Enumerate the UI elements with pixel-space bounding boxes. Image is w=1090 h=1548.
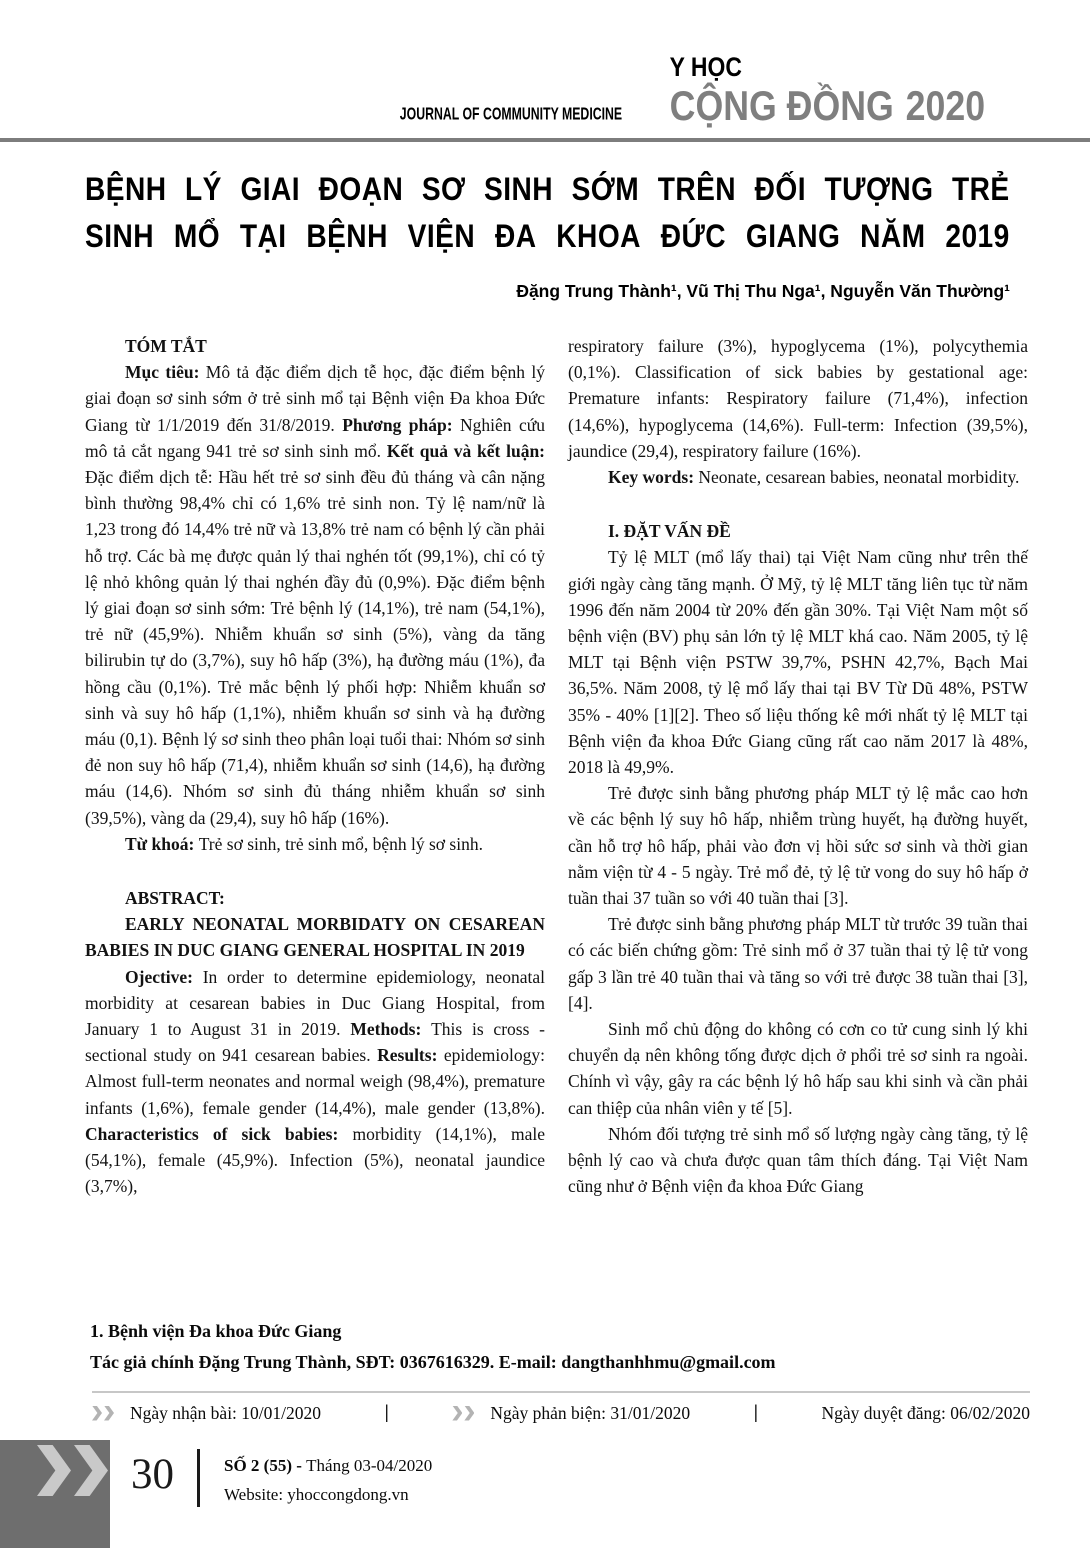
date-label: Ngày nhận bài: 10/01/2020: [130, 1402, 322, 1423]
footnote-contact: Tác giả chính Đặng Trung Thành, SĐT: 0367616329. E-mail: dangthanhhmu@gmail.com: [90, 1352, 776, 1372]
bold-run: Methods:: [350, 1019, 432, 1040]
bold-run: Characteristics of sick babies:: [85, 1123, 353, 1144]
section-heading: [85, 333, 545, 359]
text-run: Đặc điểm dịch tễ: Hầu hết trẻ sơ sinh đều đủ tháng và cân nặng bình thường 98,4% chỉ có 1,6% trẻ sinh non. Tỷ lệ nam/nữ là 1,23 trong đó 14,4% trẻ nữ và 13,8% trẻ nam có bệnh lý cần phải hỗ trợ. Các bà mẹ được quản lý thai nghén tốt (99,1%), chỉ có tỷ lệ nhỏ không quản lý thai nghén đầy đủ (0,9%). Đặc điểm bệnh lý giai đoạn sơ sinh sớm: Trẻ bệnh lý (14,1%), trẻ nam (54,1%), trẻ nữ (45,9%). Nhiễm khuẩn sơ sinh (5%), vàng da tăng bilirubin tự do (3,7%), suy hô hấp (3%), hạ đường máu (1%), đa hồng cầu (0,1%). Trẻ mắc bệnh lý phối hợp: Nhiễm khuẩn sơ sinh và suy hô hấp (1,1%), nhiễm khuẩn sơ sinh và hạ đường máu (0,1). Bệnh lý sơ sinh theo phân loại tuổi thai: Nhóm sơ sinh đẻ non suy hô hấp (71,4), nhiễm khuẩn sơ sinh (14,6), hạ đường máu (14,6). Nhóm sơ sinh đủ tháng nhiễm khuẩn sơ sinh (39,5%), vàng da (29,4), suy hô hấp (16%).: [85, 467, 545, 828]
logo-line2-row: [669, 82, 985, 129]
column-left: [85, 333, 545, 1200]
logo-year: 2020: [905, 82, 985, 129]
section-heading: [85, 885, 545, 911]
text-run: This is cross - sectional study on 941 cesarean babies.: [85, 1019, 545, 1066]
double-chevron-icon: [37, 1445, 108, 1496]
title-word: GIAI: [240, 171, 301, 207]
bold-run: Key words:: [608, 467, 699, 488]
logo-line1: Y HỌC: [669, 52, 742, 82]
date-label: Ngày duyệt đăng: 06/02/2020: [821, 1402, 1030, 1423]
paragraph: [568, 1121, 1028, 1200]
title-word: TRÊN: [657, 171, 737, 207]
journal-logo: [670, 54, 985, 127]
title-word: NĂM: [860, 218, 926, 254]
issue-line: [224, 1451, 432, 1480]
title-word: 2019: [945, 218, 1010, 254]
paragraph: [568, 780, 1028, 911]
bold-run: ABSTRACT:: [125, 888, 225, 909]
column-spacer: [568, 490, 1028, 518]
title-word: SƠ: [421, 171, 466, 207]
paragraph: [85, 831, 545, 857]
paragraph: [568, 911, 1028, 1016]
issue-number: SỐ 2 (55) -: [224, 1456, 307, 1475]
paragraph: [568, 544, 1028, 780]
text-run: In order to determine epidemiology, neonatal morbidity at cesarean babies in Duc Giang Hospital, from January 1 to August 31 in 2019.: [85, 966, 545, 1040]
paragraph: [85, 359, 545, 831]
double-chevron-icon: [452, 1406, 474, 1421]
text-run: Trẻ sơ sinh, trẻ sinh mổ, bệnh lý sơ sinh.: [198, 833, 483, 854]
footnote-affiliation: 1. Bệnh viện Đa khoa Đức Giang: [90, 1321, 342, 1341]
date-item: [821, 1403, 1030, 1424]
title-word: SINH: [85, 218, 154, 254]
text-run: epidemiology: Almost full-term neonates and normal weigh (98,4%), premature infants (1,6%), female gender (14,4%), male gender (13,8%).: [85, 1045, 545, 1118]
text-run: Mô tả đặc điểm dịch tễ học, đặc điểm bệnh lý giai đoạn sơ sinh sớm ở trẻ sinh mổ tại Bệnh viện Đa khoa Đức Giang từ 1/1/2019 đến 31/8/2019.: [85, 362, 545, 435]
chevron-icon: [74, 1445, 108, 1496]
title-word: ĐA: [494, 218, 537, 254]
bold-run: Mục tiêu:: [125, 362, 206, 383]
journal-name-english: JOURNAL OF COMMUNITY MEDICINE: [399, 104, 622, 124]
bold-run: Từ khoá:: [125, 833, 199, 854]
column-spacer: [85, 857, 545, 885]
bold-run: Phương pháp:: [342, 414, 461, 435]
chevron-icon: [37, 1445, 71, 1496]
footer-corner-block: [0, 1440, 110, 1548]
paragraph: [85, 911, 545, 963]
text-run: Nghiên cứu mô tả cắt ngang 941 trẻ sơ sinh sinh mổ.: [85, 414, 545, 461]
date-item: [92, 1403, 321, 1424]
bold-run: Results:: [377, 1045, 444, 1066]
bold-run: I. ĐẶT VẤN ĐỀ: [608, 521, 731, 542]
dates-separator: |: [384, 1402, 389, 1423]
chevron-icon: [104, 1406, 114, 1421]
title-word: TẠI: [239, 218, 287, 254]
section-heading: [568, 518, 1028, 544]
text-run: respiratory failure (3%), hypoglycema (1%), polycythemia (0,1%). Classification of sick babies by gestational age: Premature infants: Respiratory failure (71,4%), infection (14,6%), hypoglycema (14,6%). Full-term: Infection (39,5%), jaundice (29,4), respiratory failure (16%).: [568, 336, 1028, 461]
title-word: TƯỢNG: [824, 171, 934, 207]
body-columns: [85, 333, 1028, 1200]
date-label: Ngày phản biện: 31/01/2020: [490, 1402, 691, 1423]
header-rule: [0, 138, 1090, 142]
author-footnote: [90, 1316, 1030, 1378]
title-word: BỆNH: [306, 218, 388, 254]
bold-run: EARLY NEONATAL MORBIDATY ON CESAREAN BABIES IN DUC GIANG GENERAL HOSPITAL IN 2019: [85, 914, 545, 961]
paragraph: [568, 1016, 1028, 1121]
title-word: SINH: [484, 171, 554, 207]
date-item: [452, 1403, 690, 1424]
double-chevron-icon: [92, 1406, 114, 1421]
dates-separator: |: [753, 1402, 758, 1423]
text-run: Trẻ được sinh bằng phương pháp MLT từ trước 39 tuần thai có các biến chứng gồm: Trẻ sinh mổ ở 37 tuần thai tỷ lệ tử vong gấp 3 lần trẻ 40 tuần thai và tăng so với trẻ được 38 tuần thai [3],[4].: [568, 914, 1028, 1013]
text-run: Trẻ được sinh bằng phương pháp MLT tỷ lệ mắc cao hơn về các bệnh lý suy hô hấp, nhiễm trùng huyết, hạ đường huyết, cần hỗ trợ hô hấp, phải vào đơn vị hồi sức sơ sinh và thời gian nằm viện từ 4 - 5 ngày. Trẻ mổ đẻ, tỷ lệ tử vong do suy hô hấp ở tuần thai 37 tuần so với 40 tuần thai [3].: [568, 783, 1028, 909]
chevron-icon: [452, 1406, 462, 1421]
column-right: [568, 333, 1028, 1200]
text-run: Neonate, cesarean babies, neonatal morbidity.: [698, 467, 1020, 488]
title-word: BỆNH: [85, 171, 167, 207]
bold-run: TÓM TẮT: [125, 336, 207, 356]
page-number: 30: [131, 1451, 174, 1498]
title-word: ĐỐI: [754, 171, 806, 207]
paragraph: [85, 964, 545, 1200]
title-word: ĐỨC: [660, 218, 727, 254]
title-word: KHOA: [556, 218, 641, 254]
bold-run: Ojective:: [125, 966, 203, 987]
title-word: MỔ: [173, 218, 221, 254]
authors-line: Đặng Trung Thành¹, Vũ Thị Thu Nga¹, Nguyễn Văn Thường¹: [516, 281, 1010, 301]
logo-line2: CỘNG ĐỒNG: [669, 82, 894, 129]
website-line: Website: yhoccongdong.vn: [224, 1485, 409, 1504]
title-word: VIỆN: [407, 218, 476, 254]
text-run: Tỷ lệ MLT (mổ lấy thai) tại Việt Nam cũng như trên thế giới ngày càng tăng mạnh. Ở Mỹ, tỷ lệ MLT tăng liên tục từ năm 1996 đến năm 2004 từ 20% đến gần 30%. Tại Việt Nam một số bệnh viện (BV) phụ sản lớn tỷ lệ MLT khá cao. Năm 2005, tỷ lệ MLT tại Bệnh viện PSTW 39,7%, PSHN 42,7%, Bạch Mai 36,5%. Năm 2008, tỷ lệ mổ lấy thai tại BV Từ Dũ 48%, PSTW 35% - 40% [1][2]. Theo số liệu thống kê mới nhất tỷ lệ MLT tại Bệnh viện đa khoa Đức Giang cũng rất cao năm 2017 là 48%, 2018 là 49,9%.: [568, 547, 1028, 778]
title-word: GIANG: [745, 218, 841, 254]
text-run: morbidity (14,1%), male (54,1%), female (45,9%). Infection (5%), neonatal jaundice (3,7%),: [85, 1123, 545, 1197]
chevron-icon: [464, 1406, 474, 1421]
paragraph: [568, 464, 1028, 490]
title-word: SỚM: [571, 171, 640, 207]
article-title: [85, 166, 1090, 260]
title-word: LÝ: [185, 171, 222, 207]
bold-run: Kết quả và kết luận:: [386, 440, 545, 461]
issue-month: Tháng 03-04/2020: [306, 1456, 433, 1475]
footer-divider: [197, 1449, 200, 1507]
dates-rule: [92, 1391, 1030, 1393]
article-title-line2: [85, 213, 1010, 260]
paragraph: [568, 333, 1028, 464]
title-word: ĐOẠN: [318, 171, 404, 207]
title-word: TRẺ: [952, 171, 1010, 207]
text-run: Nhóm đối tượng trẻ sinh mổ số lượng ngày càng tăng, tỷ lệ bệnh lý cao và chưa được quan tâm thích đáng. Tại Việt Nam cũng như ở Bệnh viện đa khoa Đức Giang: [568, 1123, 1028, 1197]
issue-info: [224, 1451, 432, 1509]
chevron-icon: [92, 1406, 102, 1421]
article-title-line1: [85, 166, 1010, 213]
text-run: Sinh mổ chủ động do không có cơn co tử cung sinh lý khi chuyển dạ nên không tống được dịch ở phổi trẻ sơ sinh ra ngoài. Chính vì vậy, gây ra các bệnh lý hô hấp sau khi sinh và cần phải can thiệp của nhân viên y tế [5].: [568, 1019, 1028, 1118]
dates-row: [92, 1402, 1030, 1424]
